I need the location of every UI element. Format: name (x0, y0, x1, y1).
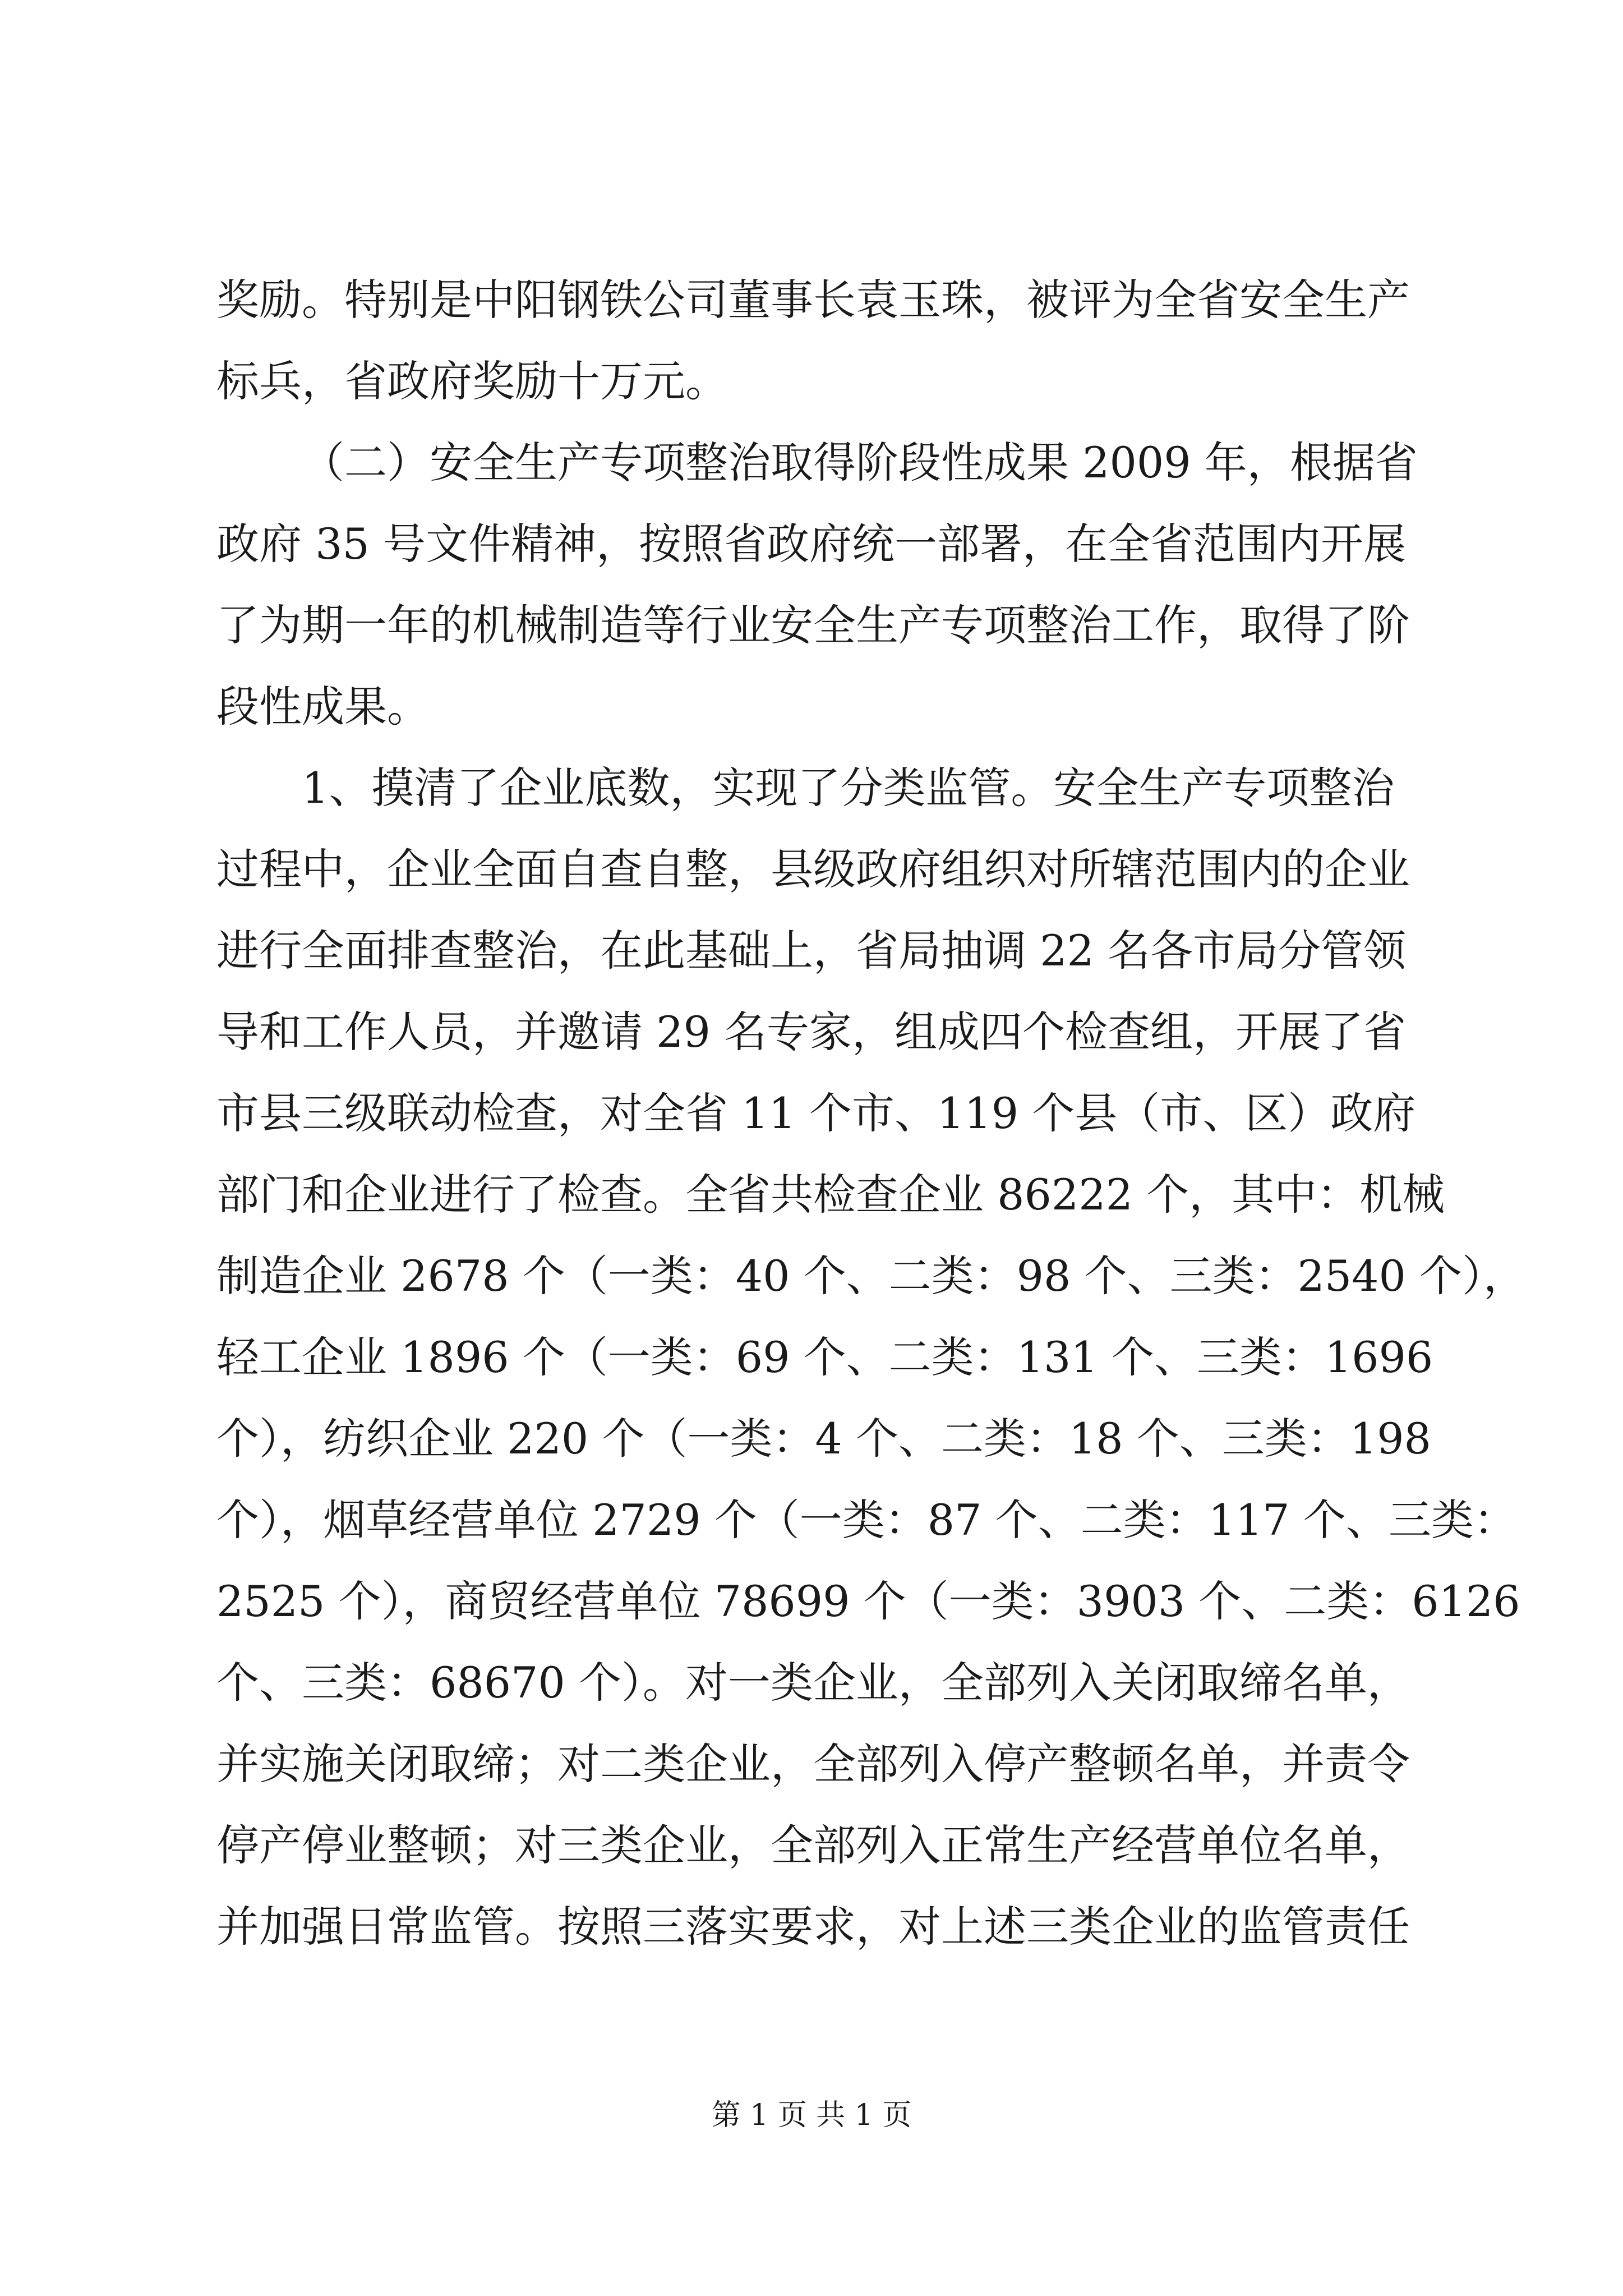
text-line: 过程中，企业全面自查自整，县级政府组织对所辖范围内的企业 (216, 844, 1410, 894)
text-line: 个、三类：68670 个）。对一类企业，全部列入关闭取缔名单， (216, 1658, 1410, 1708)
text-line: 政府 35 号文件精神，按照省政府统一部署，在全省范围内开展 (216, 519, 1407, 569)
text-line: 市县三级联动检查，对全省 11 个市、119 个县（市、区）政府 (216, 1088, 1416, 1138)
text-line: 2525 个），商贸经营单位 78699 个（一类：3903 个、二类：6126 (216, 1576, 1520, 1626)
text-line: 部门和企业进行了检查。全省共检查企业 86222 个，其中：机械 (216, 1170, 1445, 1220)
text-line: 个），纺织企业 220 个（一类：4 个、二类：18 个、三类：198 (216, 1414, 1431, 1464)
text-line: 轻工企业 1896 个（一类：69 个、二类：131 个、三类：1696 (216, 1332, 1433, 1382)
section-heading-line: （二）安全生产专项整治取得阶段性成果 2009 年，根据省 (302, 438, 1418, 487)
text-line: 停产停业整顿；对三类企业，全部列入正常生产经营单位名单， (216, 1820, 1410, 1870)
paragraph-start-line: 1、摸清了企业底数，实现了分类监管。安全生产专项整治 (302, 763, 1395, 813)
text-line: 个），烟草经营单位 2729 个（一类：87 个、二类：117 个、三类： (216, 1495, 1516, 1545)
text-line: 并实施关闭取缔；对二类企业，全部列入停产整顿名单，并责令 (216, 1739, 1410, 1789)
text-line: 制造企业 2678 个（一类：40 个、二类：98 个、三类：2540 个）， (216, 1251, 1527, 1301)
page-number-footer: 第 1 页 共 1 页 (711, 2099, 912, 2132)
document-body (216, 259, 1527, 1967)
text-line: 进行全面排查整治，在此基础上，省局抽调 22 名各市局分管领 (216, 926, 1407, 976)
text-line: 导和工作人员，并邀请 29 名专家，组成四个检查组，开展了省 (216, 1007, 1407, 1057)
text-line: 段性成果。 (216, 682, 430, 731)
text-line: 奖励。特别是中阳钢铁公司董事长袁玉珠，被评为全省安全生产 (216, 275, 1410, 325)
text-line: 并加强日常监管。按照三落实要求，对上述三类企业的监管责任 (216, 1902, 1410, 1952)
text-line: 标兵，省政府奖励十万元。 (216, 356, 728, 406)
text-line: 了为期一年的机械制造等行业安全生产专项整治工作，取得了阶 (216, 600, 1410, 650)
